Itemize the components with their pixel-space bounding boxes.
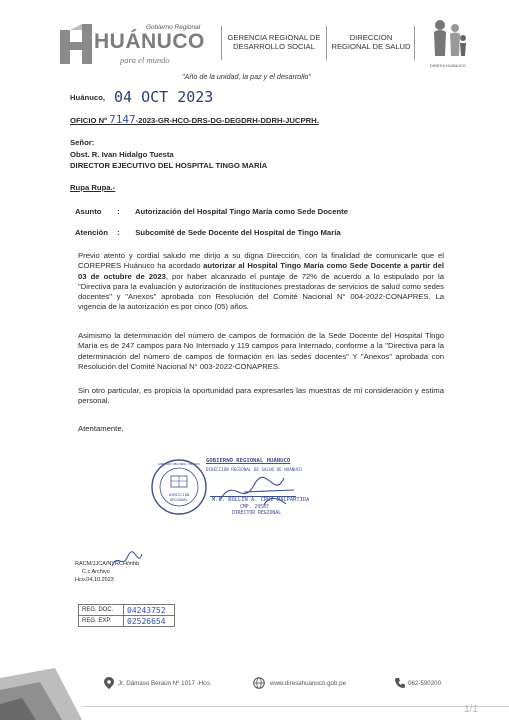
asunto-label: Asunto — [75, 207, 102, 216]
logo-name: HUÁNUCO — [94, 30, 205, 53]
place-label: Huánuco, — [70, 93, 106, 102]
addressee-name: Obst. R. Ivan Hidalgo Tuesta — [70, 150, 174, 159]
oficio-line — [70, 113, 319, 126]
page-number: 1/1 — [464, 704, 478, 715]
signer-role: DIRECTOR REGIONAL — [232, 511, 282, 516]
atencion-label: Atención — [75, 228, 108, 237]
atencion-sep: : — [117, 228, 120, 237]
oficio-number: 7147 — [109, 113, 136, 126]
stamp-line-1: GOBIERNO REGIONAL HUÁNUCO — [206, 458, 291, 464]
signer-name: M.C. ROLLIN A. CRUZ MALPARTIDA — [212, 497, 310, 503]
reference-initials-text: RACM/JJCA/NYRCH/mhb — [75, 561, 140, 567]
addressee-position: DIRECTOR EJECUTIVO DEL HOSPITAL TINGO MARÍA — [70, 161, 268, 170]
footer-building-graphic — [0, 668, 82, 720]
addressee-salutation: Señor: — [70, 138, 95, 147]
paragraph-1 — [78, 251, 444, 313]
family-icon — [428, 18, 468, 58]
header-divider — [326, 26, 327, 60]
gobierno-regional-logo — [58, 22, 218, 70]
round-seal-outer-text: GOBIERNO REGIONAL HUÁNUCO — [157, 462, 201, 466]
asunto-sep: : — [117, 207, 120, 216]
registry-value: 04243752 — [124, 605, 175, 616]
oficio-code: -2023-GR-HCO-DRS-DG-DEGDRH-DDRH-JUCPRH. — [135, 116, 319, 125]
footer-phone: 062-590200 — [408, 680, 442, 687]
phone-icon — [395, 678, 405, 688]
header-divider — [221, 26, 222, 60]
initials-handwriting — [108, 550, 144, 572]
stamp-line-2: DIRECCIÓN REGIONAL DE SALUD DE HUÁNUCO — [206, 467, 302, 472]
gerencia-title: GERENCIA REGIONAL DE DESARROLLO SOCIAL — [227, 33, 321, 51]
closing: Atentamente, — [78, 424, 124, 433]
round-seal-text: DIRECCIÓN REGIONAL — [168, 492, 190, 502]
paragraph-3: Sin otro particular, es propicia la oportunidad para expresarles las muestras de mi consideración y estima personal. — [78, 386, 444, 406]
asunto-text: Autorización del Hospital Tingo María como Sede Docente — [135, 207, 349, 216]
header-divider — [414, 26, 415, 60]
paragraph-1-intro: Previo atento y cordial saludo me dirijo a su digna Dirección, con la finalidad de comunicarle que el COREPRES Huánuco ha acordado — [78, 251, 444, 271]
logo-h-icon — [58, 24, 98, 66]
paragraph-1-highlight: autorizar al Hospital Tingo María como Sede Docente a partir del 03 de octubre de 2023 — [78, 261, 444, 281]
oficio-prefix: OFICIO Nº — [70, 116, 107, 125]
reference-date: Hco.04.10.2023 — [75, 577, 114, 583]
registry-table — [78, 604, 175, 627]
diresa-logo-label: DIRESA HUÁNUCO — [429, 63, 466, 68]
registry-value: 02526654 — [124, 616, 175, 627]
signer-cmp: CMP. 29587 — [240, 505, 269, 510]
footer-address: Jr. Dámaso Beraún Nº 1017 -Hco. — [118, 680, 212, 687]
footer-website: www.diresahuanuco.gob.pe — [270, 680, 347, 687]
registry-row — [79, 616, 175, 627]
footer-rule — [82, 706, 509, 707]
round-seal-icon — [150, 458, 208, 516]
location-pin-icon — [104, 677, 114, 689]
atencion-text: Subcomité de Sede Docente del Hospital de Tingo María — [135, 228, 341, 237]
direccion-title: DIRECCIÓN REGIONAL DE SALUD — [331, 33, 411, 51]
addressee-location: Rupa Rupa.- — [70, 183, 116, 192]
paragraph-1-rest: , por haber alcanzado el puntaje de 72% de acuerdo a lo estipulado por la "Directiva para la evaluación y autorización de instituciones prestadoras de servicios de salud como sedes docentes" y "Anexos" aprobada con Resolución del Comité Nacional N° 004-2022-CONAPRES. La vigencia de la autorización es por cinco (05) años. — [78, 271, 444, 312]
logo-slogan: para el mundo — [120, 55, 170, 65]
reference-cc: C.c Archivo — [82, 569, 110, 575]
paragraph-2: Asimismo la determinación del número de campos de formación de la Sede Docente del Hospital Tingo María es de 247 campos para No Internado y 119 campos para Internado, conforme a la "Directiva para la determinación del número de campos de formación en las sedes docentes" Y "Anexos" aprobada con Resolución del Comité Nacional N° 003-2022-CONAPRES. — [78, 331, 444, 371]
web-globe-icon — [253, 677, 265, 689]
round-seal — [150, 458, 208, 516]
year-motto: "Año de la unidad, la paz y el desarrollo" — [182, 72, 311, 81]
registry-label: REG. EXP. — [79, 616, 124, 627]
registry-label: REG. DOC. — [79, 605, 124, 616]
atencion-row — [75, 228, 341, 237]
diresa-logo — [428, 18, 468, 66]
date-stamp: 04 OCT 2023 — [114, 88, 214, 106]
registry-row — [79, 605, 175, 616]
asunto-row — [75, 207, 348, 216]
signature — [214, 470, 304, 510]
logo-small-text: Gobierno Regional — [146, 24, 201, 31]
